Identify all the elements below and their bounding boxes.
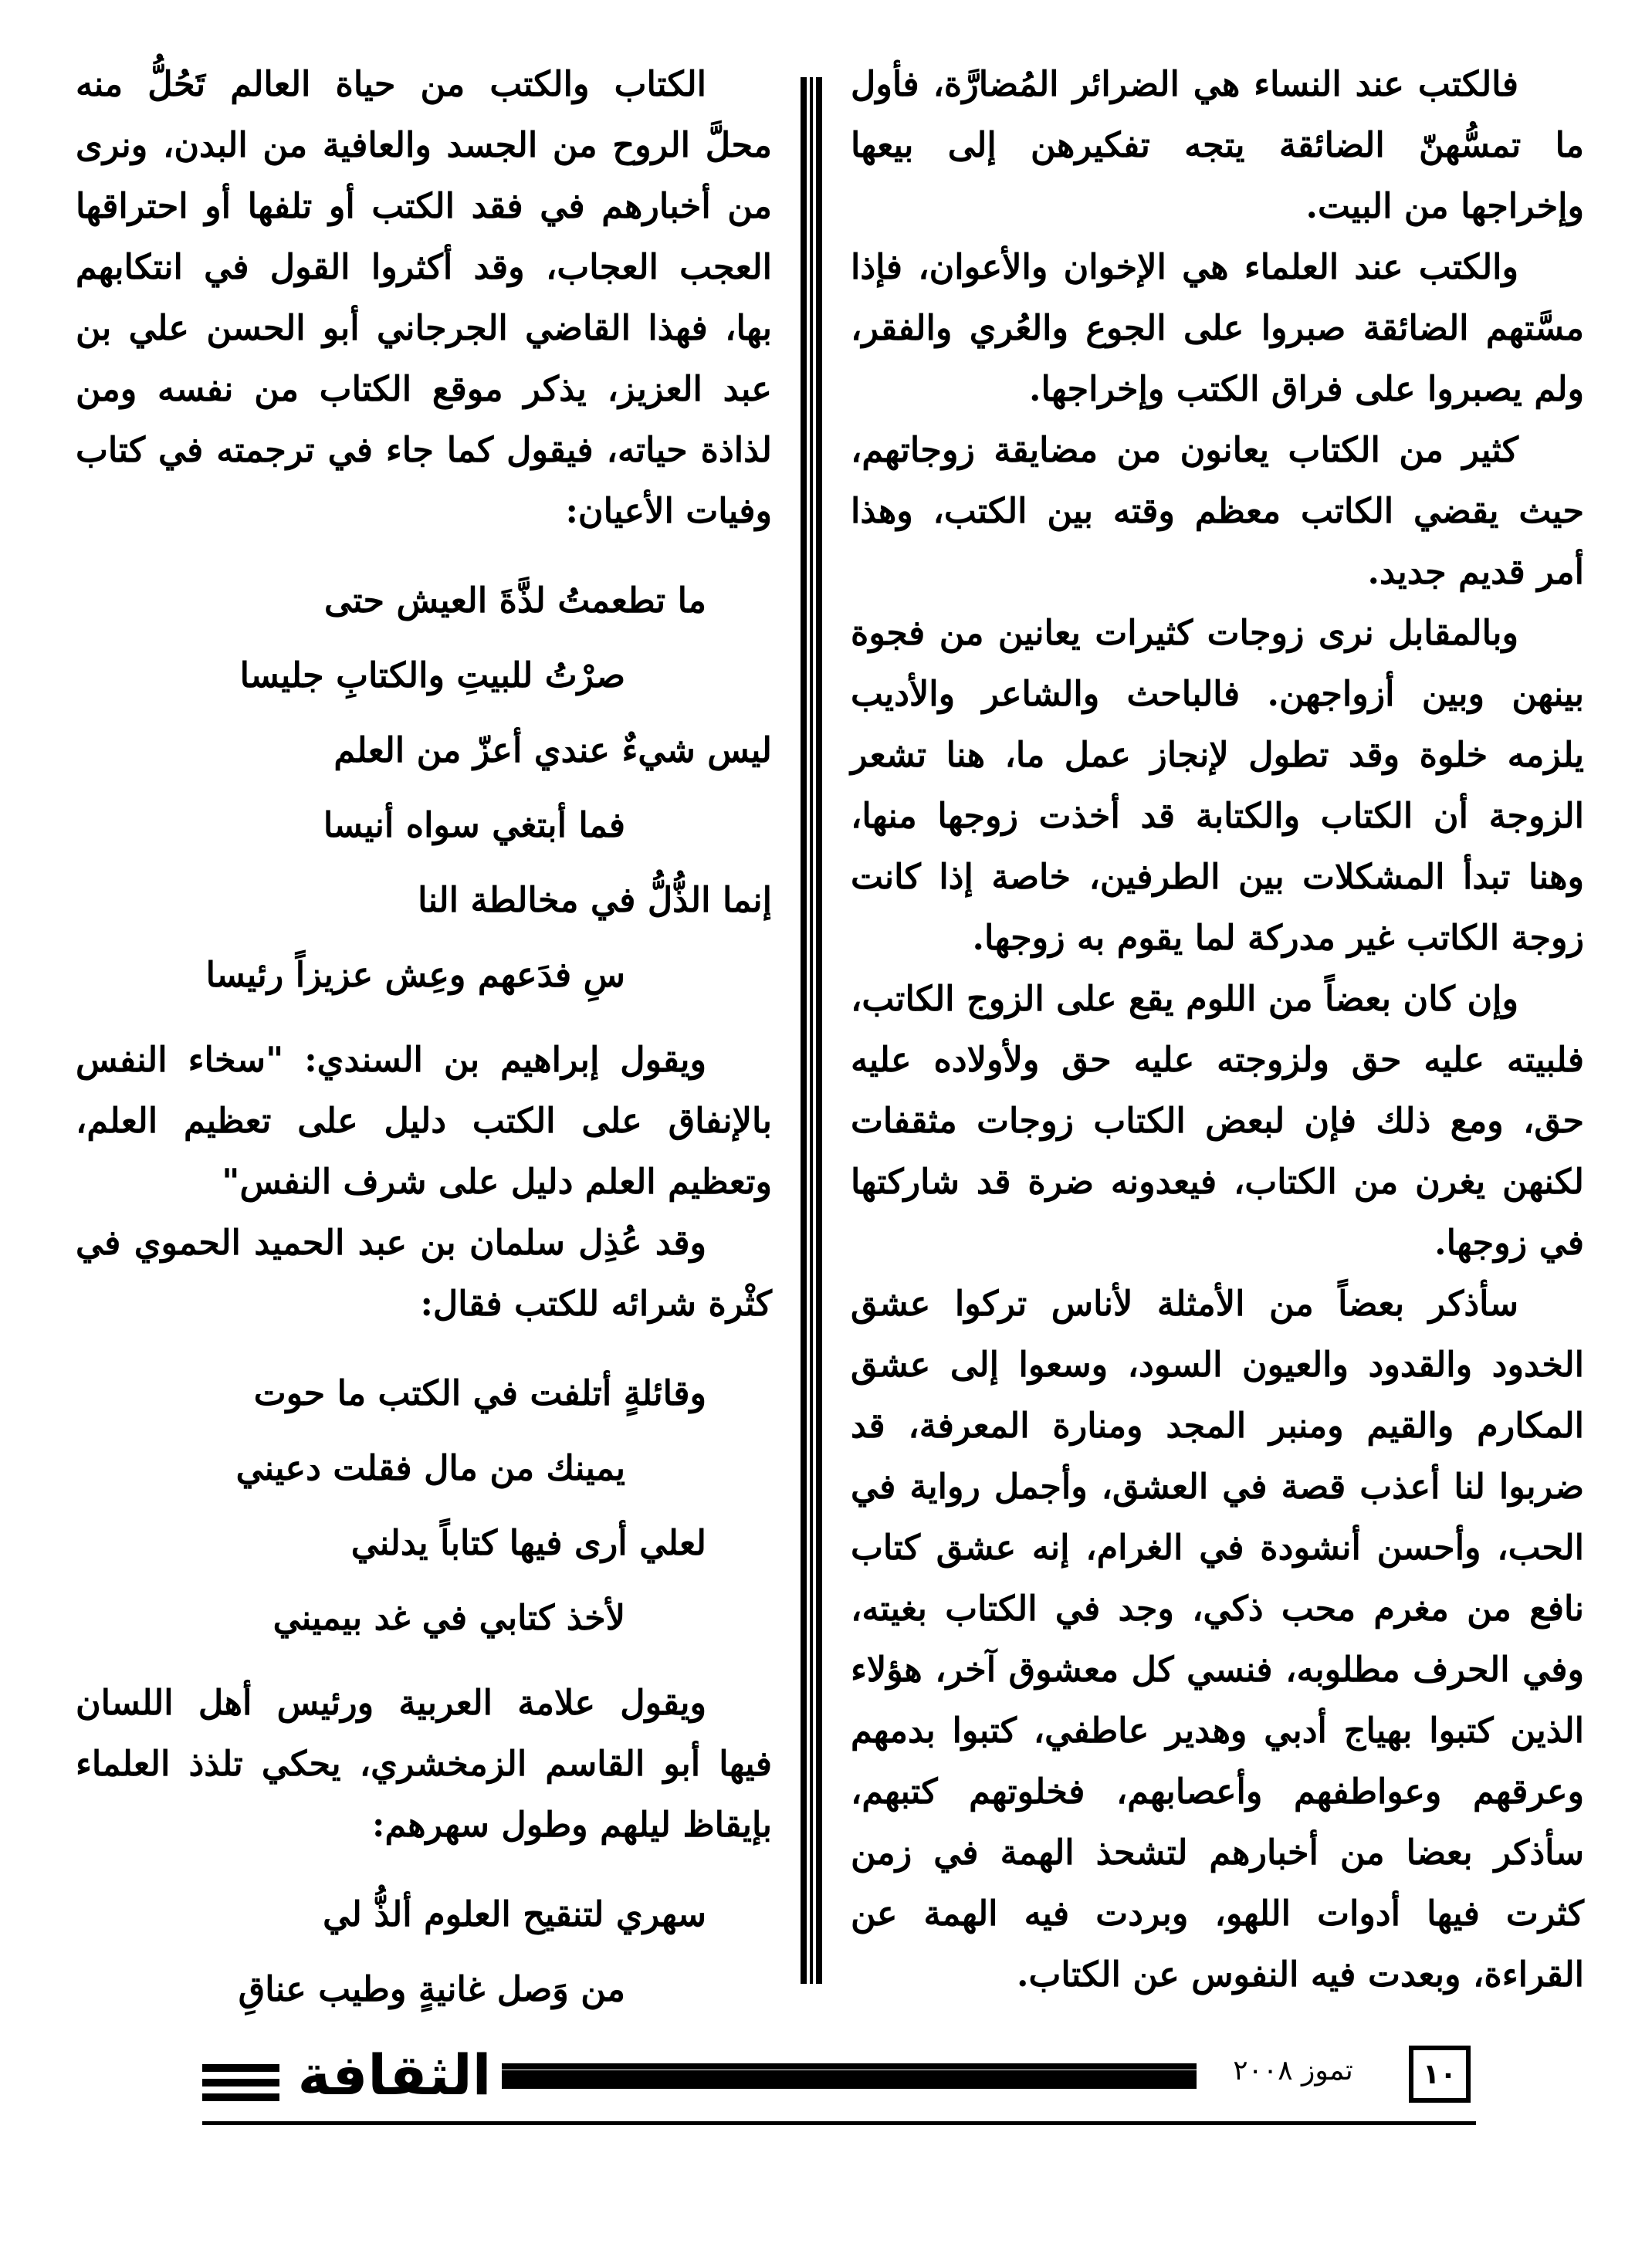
paragraph: سأذكر بعضاً من الأمثلة لأناس تركوا عشق الخدود والقدود والعيون السود، وسعوا إلى عشق المكارم والقيم ومنبر المجد ومنارة المعرفة، قد ضربوا لنا أعذب قصة في العشق، وأجمل رواية في الحب، وأحسن أنشودة في الغرام، إنه عشق كتاب نافع من مغرم محب ذكي، وجد في الكتاب بغيته، وفي الحرف مطلوبه، فنسي كل معشوق آخر، هؤلاء الذين كتبوا بهياج أدبي وهدير عاطفي، كتبوا بدمهم وعرقهم وعواطفهم وأعصابهم، فخلوتهم كتبهم، سأذكر بعضا من أخبارهم لتشحذ الهمة في زمن كثرت فيها أدوات اللهو، وبردت فيه الهمة عن القراءة، وبعدت فيه النفوس عن الكتاب. — [851, 1284, 1584, 1995]
poem-verse: سهري لتنقيح العلوم ألذُّ لي — [323, 1894, 706, 1934]
intro-paragraph: الكتاب والكتب من حياة العالم تَحُلُّ منه محلَّ الروح من الجسد والعافية من البدن، ونرى من أخبارهم في فقد الكتب أو تلفها أو احتراقها العجب العجاب، وقد أكثروا القول في انتكابهم بها، فهذا القاضي الجرجاني أبو الحسن علي بن عبد العزيز، يذكر موقع الكتاب من نفسه ومن لذاذة حياته، فيقول كما جاء في ترجمته في كتاب وفيات الأعيان: — [76, 64, 772, 531]
paragraph: ويقول إبراهيم بن السندي: "سخاء النفس بالإنفاق على الكتب دليل على تعظيم العلم، وتعظيم العلم دليل على شرف النفس" — [76, 1040, 772, 1202]
page-footer — [0, 2038, 1652, 2130]
poem-verse: لأخذ كتابي في غد بيميني — [273, 1598, 625, 1638]
paragraph: وبالمقابل نرى زوجات كثيرات يعانين من فجوة بينهن وبين أزواجهن. فالباحث والشاعر والأديب يلزمه خلوة وقد تطول لإنجاز عمل ما، هنا تشعر الزوجة أن الكتاب والكتابة قد أخذت زوجها منها، وهنا تبدأ المشكلات بين الطرفين، خاصة إذا كانت زوجة الكاتب غير مدركة لما يقوم به زوجها. — [851, 613, 1584, 958]
paragraph: وإن كان بعضاً من اللوم يقع على الزوج الكاتب، فلبيته عليه حق ولزوجته عليه حق ولأولاده عليه حق، ومع ذلك فإن لبعض الكتاب زوجات مثقفات لكنهن يغرن من الكتاب، فيعدونه ضرة قد شاركتها في زوجها. — [851, 979, 1584, 1263]
poem-zamakhshari — [76, 1877, 772, 2027]
poem-verse: ليس شيءٌ عندي أعزّ من العلم — [333, 730, 772, 770]
column-divider — [801, 77, 822, 1984]
poem-verse: صرْتُ للبيتِ والكتابِ جليسا — [239, 655, 625, 695]
right-column — [851, 54, 1584, 2005]
paragraph: ويقول علامة العربية ورئيس أهل اللسان فيها أبو القاسم الزمخشري، يحكي تلذذ العلماء بإيقاظ ليلهم وطول سهرهم: — [76, 1683, 772, 1845]
poem-verse: سِ فدَعهم وعِش عزيزاً رئيسا — [205, 955, 625, 995]
poem-verse: لعلي أرى فيها كتاباً يدلني — [350, 1523, 706, 1563]
paragraph: كثير من الكتاب يعانون من مضايقة زوجاتهم، حيث يقضي الكاتب معظم وقته بين الكتب، وهذا أمر قديم جديد. — [851, 430, 1584, 592]
poem-verse: وقائلةٍ أتلفت في الكتب ما حوت — [253, 1373, 706, 1413]
footer-bar — [502, 2063, 1197, 2070]
poem-verse: ما تطعمتُ لذَّةَ العيش حتى — [324, 580, 706, 621]
poem-jurjani — [76, 564, 772, 1013]
poem-verse: يمينك من مال فقلت دعيني — [235, 1448, 625, 1488]
poem-verse: فما أبتغي سواه أنيسا — [323, 805, 625, 845]
footer-bar — [502, 2070, 1197, 2089]
magazine-logo: الثقافة — [297, 2042, 492, 2107]
paragraph: وقد عُذِل سلمان بن عبد الحميد الحموي في كثْرة شرائه للكتب فقال: — [76, 1223, 772, 1324]
issue-date: تموز ٢٠٠٨ — [1233, 2055, 1353, 2086]
poem-hamawi — [76, 1356, 772, 1656]
paragraph: والكتب عند العلماء هي الإخوان والأعوان، فإذا مسَّتهم الضائقة صبروا على الجوع والعُري والفقر، ولم يصبروا على فراق الكتب وإخراجها. — [851, 247, 1584, 409]
footer-underline — [202, 2121, 1476, 2125]
poem-verse: إنما الذُّلُّ في مخالطة النا — [418, 880, 772, 920]
logo-lines — [202, 2064, 279, 2108]
poem-verse: من وَصل غانيةٍ وطيب عناقِ — [238, 1969, 625, 2009]
paragraph: فالكتب عند النساء هي الضرائر المُضارَّة، فأول ما تمسُّهنّ الضائقة يتجه تفكيرهن إلى بيعها وإخراجها من البيت. — [851, 64, 1584, 226]
left-column — [76, 54, 772, 2027]
page-number: ١٠ — [1409, 2046, 1471, 2103]
